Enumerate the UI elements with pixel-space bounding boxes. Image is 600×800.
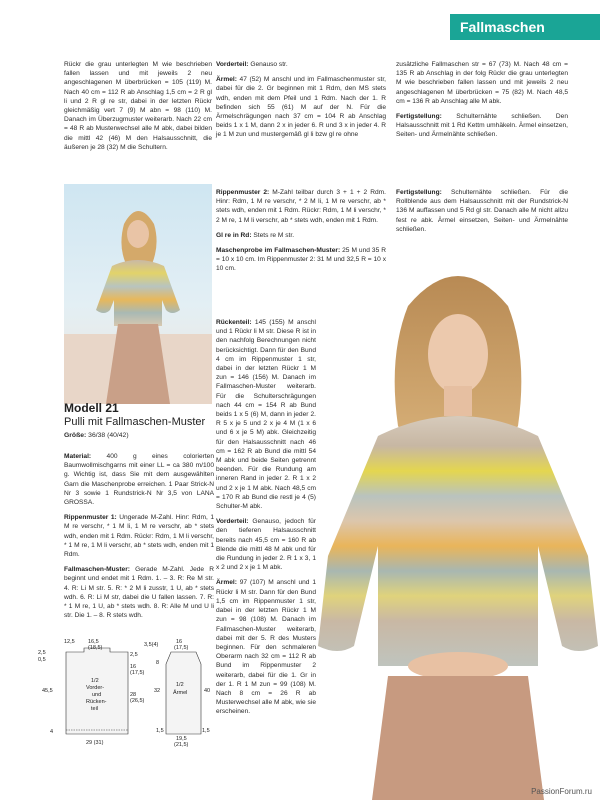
s1-sideb: 0,5 [38,657,46,663]
s2-topleft: 3,5(4) [144,642,159,648]
s1-bottom: 29 (31) [86,740,104,746]
text: 97 (107) M anschl und 1 Rückr li M str. Dann für den Bund 1,5 cm im Rippenmuster 1 str, dabei in der letzten Rückr 1 M zun = 98 (108) M. Danach im Fallmaschen-Muster weiterarb, dabei mit der 5. R des Musters beginnen. Für den schmaleren Oberarm nach 32 cm = 112 R ab Bund im Rippenmuster 2 weiterarb, dabei für die 1. Gr in der 1. R 1 M zun = 99 (108) M. Nach 8 cm = 26 R ab Musterwechsel alle M abk, wie sie erscheinen. [216,579,316,716]
col2-top-text [216,60,386,146]
s1-label3: und [92,692,102,698]
s1-label1: 1/2 [91,678,99,684]
label: Fertigstellung: [396,189,442,196]
text: zusätzliche Fallmaschen str = 67 (73) M. Nach 48 cm = 135 R ab Anschlag in der folg Rückr die grau unterlegten M wie beschrieben fallen lassen und mit jeweils 2 neu angeschlagenen M überbrücken = 75 (82) M. Nach 48,5 cm = 136 R ab Anschlag alle M abk. [396,61,568,105]
label: Material: [64,453,92,460]
col1-top-paragraph: Rückr die grau unterlegten M wie beschrieben fallen lassen und mit jeweils 2 neu angeschlagenen M überbrücken = 105 (119) M. Nach 40 cm = 112 R ab Anschlag 1,5 cm = 2 R gl li und 2 R gl re str, dabei in der letzten Rückr gleichmäßig vert 7 (9) M abn = 98 (110) M. Danach im Überzugmuster weiterarb. Nach 22 cm = 48 R ab Musterwechsel alle M abk, dabei bilden die mittl 42 (46) M den Halsausschnitt, die äußeren je 28 (32) M die Schultern. [64,61,212,151]
model-photo-small [64,184,212,404]
text: Genauso str. [248,61,288,68]
s1-righth2: (26,5) [130,698,145,704]
col2-body-text-narrow [216,318,316,723]
s2-right: 40 [204,688,211,694]
label: Rippenmuster 1: [64,514,117,522]
col3-body-text [396,188,568,240]
s1-neck: 16 [130,664,137,670]
s2-bottomr: 1,5 [202,728,210,734]
s2-top2: (17,5) [174,645,189,651]
s1-top2: (18,5) [88,645,103,651]
footer-watermark: PassionForum.ru [531,787,592,796]
s2-mid: 32 [154,688,161,694]
s1-shoulder: 2,5 [130,652,138,658]
schematic-drawings [36,634,216,750]
section-tag: Fallmaschen [450,14,600,40]
s1-bund: 4 [50,729,54,735]
label: Rückenteil: [216,319,252,326]
s1-label2: Vorder- [86,685,105,691]
text: 25 M und 35 R = 10 x 10 cm. Im Rippenmuster 2: 31 M und 32,5 R = 10 x 10 cm. [216,247,386,273]
label: Größe: [64,432,87,439]
label: Vorderteil: [216,518,249,526]
text: Schulternähte schließen. Für die Rollblende aus dem Halsausschnitt mit der Rundstrick-N 136 M auffassen und 5 Rd gl str. Danach alle M nicht allzu fest re abk. Ärmel einsetzen, Seiten- und Ärmelnähte schließen. [396,189,568,233]
s1-neck2: (17,5) [130,670,145,676]
label: Maschenprobe im Fallmaschen-Muster: [216,247,341,255]
text: M-Zahl teilbar durch 3 + 1 + 2 Rdm. Hinr: Rdm, 1 M re verschr, * 2 M li, 1 M re verschr, ab * stets wdh, enden mit 1 Rdm. Rückr: Rdm, 1 M li verschr, * 2 M re, 1 M li verschr, ab * stets wdh, enden mit 1 Rdm. [216,189,386,224]
col1-body-text [64,452,214,626]
s2-bottoml: 1,5 [156,728,164,734]
s2-bottom2: (21,5) [174,742,189,748]
text: Stets re M str. [251,231,295,239]
s2-top: 16 [176,639,183,645]
s2-label1: 1/2 [176,682,184,688]
model-title: Modell 21 [64,401,119,415]
label: Rippenmuster 2: [216,189,270,196]
col3-top-text [396,60,568,146]
s1-top: 16,5 [88,639,99,645]
label: Ärmel: [216,76,237,84]
label: Ärmel: [216,579,237,587]
s2-label2: Ärmel [173,690,188,696]
label: Fertigstellung: [396,113,442,121]
model-subtitle: Pulli mit Fallmaschen-Muster [64,416,206,428]
s2-bottom: 19,5 [176,736,187,742]
s1-righth: 28 [130,692,137,698]
model-size [64,432,129,439]
s1-height: 45,5 [42,688,53,694]
model-photo-large [318,266,600,800]
text: 400 g eines colorierten Baumwollmischgarns mit einer LL = ca 380 m/100 g. Wichtig ist, dass Sie mit dem ausgewählten Garn die Maschenprobe erreichen. 1 Paar Strick-N Nr 3 sowie 1 Rundstrick-N Nr 3,5 von LANA GROSSA. [64,453,214,507]
s1-lefttop: 12,5 [64,639,75,645]
s1-label4: Rücken- [86,699,107,705]
s2-left: 8 [156,660,160,666]
label: Vorderteil: [216,61,249,68]
label: Gl re in Rd: [216,231,252,239]
woman-small-illustration [64,184,212,404]
label: Fallmaschen-Muster: [64,566,130,574]
woman-large-illustration [318,266,600,800]
body-piece-outline [66,648,128,734]
col1-top-text [64,60,212,158]
text: Genauso, jedoch für den tieferen Halsausschnitt bereits nach 45,5 cm = 160 R ab Blende die mittl 48 M abk und für die Rundung in jeder 2. R 1 x 3, 1 x 2 und 2 x je 1 M abk. [216,518,316,572]
text: 145 (155) M anschl und 1 Rückr li M str. Diese R ist in den nachfolg Berechnungen nicht berücksichtigt. Dann für den Bund 4 cm im Rippenmuster 1 str, dabei in der letzten Rückr 1 M zun = 146 (156) M. Danach im Fallmaschen-Muster weiterarb. Für die Schulterschrägungen nach 44 cm = 154 R ab Bund beids 1 x 5 (6) M, dann in jeder 2. R 5 x je 5 und 2 x je 4 M (1 x 6 und 6 x je 5 M) abk. Gleichzeitig für den Halsausschnitt nach 46 cm = 162 R ab Bund die mittl 54 M abk und beide Seiten getrennt beenden. Für die Rundung am inneren Rand in jeder 2. R 1 x 2 und 2 x je 1 M abk. Nach 48,5 cm = 170 R ab Bund die restl je 4 (5) Schulter-M abk. [216,319,316,511]
text: Ungerade M-Zahl. Hinr: Rdm, 1 M re verschr, * 1 M li, 1 M re verschr, ab * stets wdh, enden mit 1 Rdm. Rückr: Rdm, 1 M li verschr, * 1 M re, 1 M li verschr, ab * stets wdh, enden mit 1 Rdm. [64,514,214,559]
text: 47 (52) M anschl und im Fallmaschenmuster str, dabei für die 2. Gr beginnen mit 1 Rdm, den MS stets wdh, enden mit dem Pfeil und 1 Rdm. Nach der 1. R befinden sich 55 (61) M auf der N. Für die Ärmelschrägungen nach 37 cm = 104 R ab Anschlag beids 1 x 1 M, dann 2 x in jeder 6. R und 3 x in jeder 4. R je 1 M zun und mustergemäß gl li bzw gl re ohne [216,76,386,139]
s1-label5: teil [91,706,99,712]
value: 36/38 (40/42) [86,432,129,439]
text: Schulternähte schließen. Den Halsausschnitt mit 1 Rd Kettm umhäkeln. Ärmel einsetzen, Seiten- und Ärmelnähte schließen. [396,113,568,139]
s1-sidea: 2,5 [38,650,46,656]
text: Gerade M-Zahl. Jede R beginnt und endet mit 1 Rdm. 1. – 3. R: Re M str. 4. R: Li M str. 5. R: * 2 M li zusstr, 1 U, ab * stets wdh. 6. R: Li M str, dabei die U fallen lassen. 7. R: * 1 M re, 1 U, ab * stets wdh. 8. R: Alle M und U li str. Die 1. – 8. R stets wdh. [64,566,214,620]
